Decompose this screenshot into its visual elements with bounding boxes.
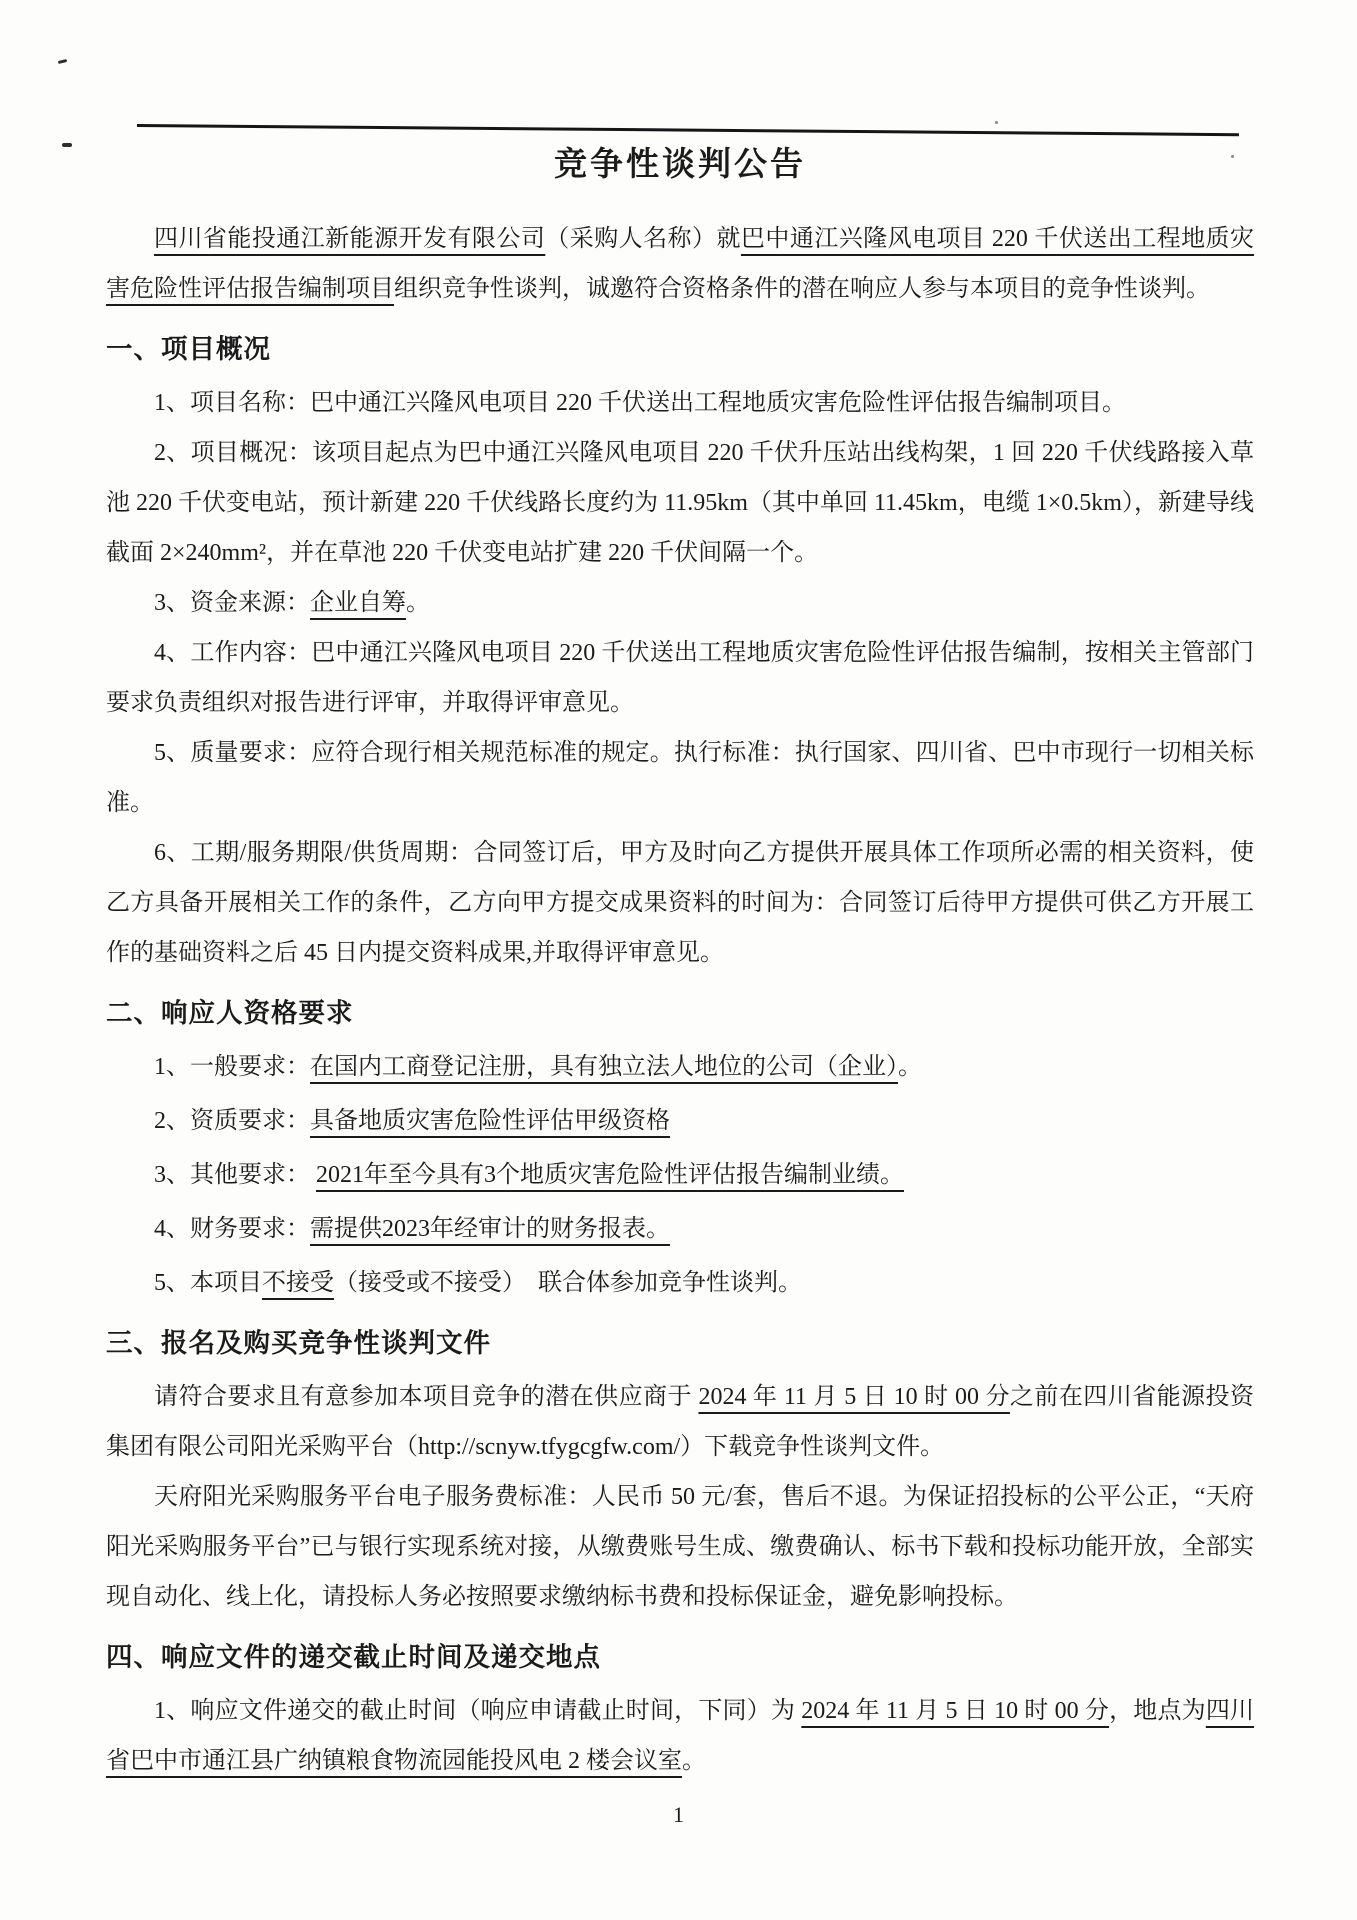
qualification-requirement-item (106, 1096, 1254, 1146)
schedule-item (106, 828, 1254, 978)
text-segment: 1、项目名称：巴中通江兴隆风电项目 220 千伏送出工程地质灾害危险性评估报告编制项目。 (154, 390, 1126, 416)
funding-source-item (106, 578, 1254, 628)
text-segment: 请符合要求且有意参加本项目竞争的潜在供应商于 (154, 1384, 699, 1410)
project-name-item (106, 378, 1254, 428)
text-segment: 。 (682, 1748, 706, 1774)
text-segment: 5、质量要求：应符合现行相关规范标准的规定。执行标准：执行国家、四川省、巴中市现行一切相关标准。 (106, 740, 1254, 816)
document-title: 竞争性谈判公告 (554, 145, 806, 182)
section-heading-submission: 四、响应文件的递交截止时间及递交地点 (106, 1642, 601, 1672)
registration-paragraph (106, 1372, 1254, 1472)
underlined-text: 在国内工商登记注册，具有独立法人地位的公司（企业） (310, 1054, 898, 1080)
intro-paragraph (106, 214, 1254, 314)
text-segment: 3、资金来源： (154, 590, 310, 616)
underlined-text: 四川省能投通江新能源开发有限公司 (154, 226, 546, 252)
financial-requirement-item (106, 1204, 1254, 1254)
text-segment: 4、财务要求： (154, 1216, 310, 1242)
scan-artifact-dash (62, 143, 72, 147)
underlined-text: 2021年至今具有3个地质灾害危险性评估报告编制业绩。 (316, 1162, 904, 1188)
page-number: 1 (673, 1802, 684, 1827)
text-segment: ，地点为 (1109, 1698, 1206, 1724)
text-segment: 2、项目概况：该项目起点为巴中通江兴隆风电项目 220 千伏升压站出线构架，1 回 220 千伏线路接入草池 220 千伏变电站，预计新建 220 千伏线路长度约为 11.95km（其中单回 11.45km，电缆 1×0.5km），新建导线截面 2×240mm²，并在草池 220 千伏变电站扩建 220 千伏间隔一个。 (106, 440, 1254, 566)
quality-requirement-item (106, 728, 1254, 828)
scan-artifact-dash (58, 59, 67, 64)
document-body (106, 138, 1254, 1786)
text-segment: 3、其他要求： (154, 1162, 316, 1188)
other-requirement-item (106, 1150, 1254, 1200)
text-segment: 天府阳光采购服务平台电子服务费标准：人民币 50 元/套，售后不退。为保证招投标的公平公正，“天府阳光采购服务平台”已与银行实现系统对接，从缴费账号生成、缴费确认、标书下载和投标功能开放，全部实现自动化、线上化，请投标人务必按照要求缴纳标书费和投标保证金，避免影响投标。 (106, 1484, 1254, 1610)
text-segment: 1、响应文件递交的截止时间（响应申请截止时间，下同）为 (154, 1698, 802, 1724)
underlined-text: 企业自筹 (310, 590, 406, 616)
underlined-text: 2024 年 11 月 5 日 10 时 00 分 (801, 1698, 1110, 1724)
service-fee-paragraph (106, 1472, 1254, 1622)
text-segment: 2、资质要求： (154, 1108, 310, 1134)
general-requirement-item (106, 1042, 1254, 1092)
text-segment: 。 (406, 590, 430, 616)
text-segment: （接受或不接受） 联合体参加竞争性谈判。 (334, 1270, 802, 1296)
consortium-item (106, 1258, 1254, 1308)
work-content-item (106, 628, 1254, 728)
text-segment: 之前在四川省能源投资集团有限公司阳光采购平台（http://scnyw.tfygcgfw.com/）下载竞争性谈判文件。 (106, 1384, 1255, 1460)
scan-speck (995, 121, 998, 124)
underlined-text: 四川省巴中市通江县广纳镇粮食物流园能投风电 2 楼会议室 (106, 1698, 1255, 1774)
underlined-text: 需提供2023年经审计的财务报表。 (310, 1216, 670, 1242)
text-segment: 6、工期/服务期限/供货周期：合同签订后，甲方及时向乙方提供开展具体工作项所必需的相关资料，使乙方具备开展相关工作的条件，乙方向甲方提交成果资料的时间为：合同签订后待甲方提供可供乙方开展工作的基础资料之后 45 日内提交资料成果,并取得评审意见。 (106, 840, 1254, 966)
underlined-text: 巴中通江兴隆风电项目 220 千伏送出工程地质灾害危险性评估报告编制项目 (106, 226, 1255, 302)
project-overview-item (106, 428, 1254, 578)
underlined-text: 具备地质灾害危险性评估甲级资格 (310, 1108, 670, 1134)
text-segment: 5、本项目 (154, 1270, 262, 1296)
section-heading-project-overview: 一、项目概况 (106, 334, 271, 364)
underlined-text: 不接受 (262, 1270, 334, 1296)
header-rule-line (137, 124, 1239, 136)
submission-deadline-item (106, 1686, 1254, 1786)
text-segment: 。 (898, 1054, 922, 1080)
text-segment: 组织竞争性谈判，诚邀符合资格条件的潜在响应人参与本项目的竞争性谈判。 (394, 276, 1210, 302)
text-segment: 4、工作内容：巴中通江兴隆风电项目 220 千伏送出工程地质灾害危险性评估报告编制，按相关主管部门要求负责组织对报告进行评审，并取得评审意见。 (106, 640, 1254, 716)
section-heading-registration: 三、报名及购买竞争性谈判文件 (106, 1328, 491, 1358)
underlined-text: 2024 年 11 月 5 日 10 时 00 分 (698, 1384, 1010, 1410)
text-segment: （采购人名称）就 (545, 226, 741, 252)
text-segment: 1、一般要求： (154, 1054, 310, 1080)
section-heading-qualification: 二、响应人资格要求 (106, 998, 354, 1028)
